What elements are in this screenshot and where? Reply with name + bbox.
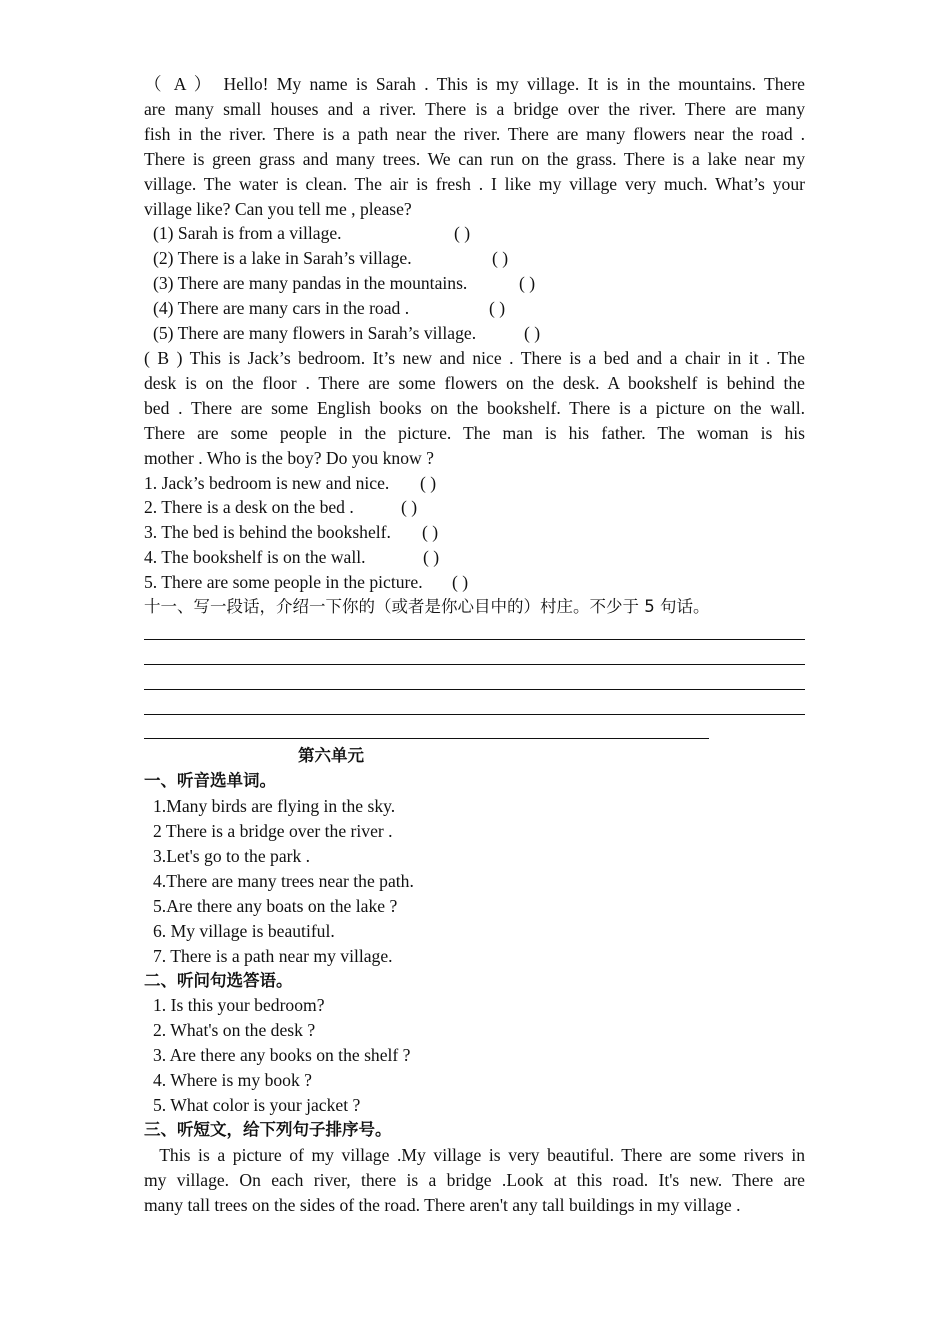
reading-a-passage xyxy=(144,72,805,221)
answer-blank[interactable]: ( ) xyxy=(452,572,469,593)
section-heading: 三、听短文，给下列句子排序号。 xyxy=(144,1119,392,1139)
question-text: 1. Jack’s bedroom is new and nice. xyxy=(144,472,390,493)
answer-blank[interactable]: ( ) xyxy=(519,273,536,294)
question-item xyxy=(144,545,805,570)
reading-b-questions xyxy=(144,471,805,596)
question-text: (5) There are many flowers in Sarah’s village. xyxy=(153,323,477,344)
question-item xyxy=(144,246,805,271)
list-item: 5.Are there any boats on the lake ? xyxy=(153,895,398,916)
list-item: 3. Are there any books on the shelf ? xyxy=(153,1045,411,1066)
question-item xyxy=(144,296,805,321)
answer-blank[interactable]: ( ) xyxy=(423,547,440,568)
question-item xyxy=(144,570,805,595)
passage-line: fish in the river. There is a path near the river. There are many flowers near the road . xyxy=(144,123,805,144)
list-item: 1. Is this your bedroom? xyxy=(153,995,325,1016)
answer-blank[interactable]: ( ) xyxy=(401,497,418,518)
answer-blank[interactable]: ( ) xyxy=(454,223,471,244)
passage-line: many tall trees on the sides of the road. There aren't any tall buildings in my village . xyxy=(144,1194,741,1215)
section-heading: 二、听问句选答语。 xyxy=(144,970,293,990)
answer-blank[interactable]: ( ) xyxy=(420,472,437,493)
listening-passage xyxy=(144,1143,805,1218)
list-item: 7. There is a path near my village. xyxy=(153,945,393,966)
question-text: 3. The bed is behind the bookshelf. xyxy=(144,522,391,543)
question-text: 4. The bookshelf is on the wall. xyxy=(144,547,366,568)
worksheet-page xyxy=(144,72,805,1218)
question-item xyxy=(144,321,805,346)
passage-line: mother . Who is the boy? Do you know ? xyxy=(144,447,434,468)
list-item: 2 There is a bridge over the river . xyxy=(153,821,393,842)
list-item: 6. My village is beautiful. xyxy=(153,920,335,941)
passage-line: ( B ) This is Jack’s bedroom. It’s new and nice . There is a bed and a chair in it . The xyxy=(144,347,805,368)
question-text: (2) There is a lake in Sarah’s village. xyxy=(153,248,412,269)
unit-title: 第六单元 xyxy=(298,746,364,766)
list-item: 4. Where is my book ? xyxy=(153,1070,312,1091)
passage-line: bed . There are some English books on the bookshelf. There is a picture on the wall. xyxy=(144,397,805,418)
reading-a-questions xyxy=(144,221,805,346)
answer-blank[interactable]: ( ) xyxy=(492,248,509,269)
passage-line: There is green grass and many trees. We can run on the grass. There is a lake near my xyxy=(144,148,805,169)
question-item xyxy=(144,495,805,520)
passage-line: village. The water is clean. The air is fresh . I like my village very much. What’s your xyxy=(144,173,805,194)
writing-prompt: 十一、写一段话，介绍一下你的（或者是你心目中的）村庄。不少于 5 句话。 xyxy=(144,597,710,617)
passage-line: my village. On each river, there is a bridge .Look at this road. It's new. There are xyxy=(144,1169,805,1190)
question-text: (3) There are many pandas in the mountains. xyxy=(153,273,468,294)
list-item: 4.There are many trees near the path. xyxy=(153,870,414,891)
question-text: (4) There are many cars in the road . xyxy=(153,298,410,319)
passage-line: （ A ） Hello! My name is Sarah . This is my village. It is in the mountains. There xyxy=(144,74,805,94)
listening-question-list xyxy=(144,993,805,1118)
list-item: 2. What's on the desk ? xyxy=(153,1020,316,1041)
question-item xyxy=(144,520,805,545)
passage-line: are many small houses and a river. There is a bridge over the river. There are many xyxy=(144,98,805,119)
reading-b-passage xyxy=(144,346,805,471)
answer-blank[interactable]: ( ) xyxy=(524,323,541,344)
writing-line[interactable] xyxy=(144,620,805,645)
passage-line: desk is on the floor . There are some flowers on the desk. A bookshelf is behind the xyxy=(144,372,805,393)
list-item: 1.Many birds are flying in the sky. xyxy=(153,796,396,817)
answer-blank[interactable]: ( ) xyxy=(422,522,439,543)
writing-line[interactable] xyxy=(144,695,805,720)
section-heading: 一、听音选单词。 xyxy=(144,771,276,791)
list-item: 3.Let's go to the park . xyxy=(153,846,311,867)
listening-word-list xyxy=(144,794,805,968)
passage-line: There are some people in the picture. The man is his father. The woman is his xyxy=(144,422,805,443)
list-item: 5. What color is your jacket ? xyxy=(153,1095,361,1116)
passage-line: village like? Can you tell me , please? xyxy=(144,198,412,219)
question-item xyxy=(144,271,805,296)
passage-line: This is a picture of my village .My village is very beautiful. There are some rivers in xyxy=(144,1144,806,1165)
question-item xyxy=(144,221,805,246)
writing-line[interactable] xyxy=(144,670,805,695)
question-item xyxy=(144,471,805,496)
writing-line[interactable] xyxy=(144,720,805,745)
question-text: 2. There is a desk on the bed . xyxy=(144,497,354,518)
writing-area[interactable] xyxy=(144,620,805,744)
question-text: 5. There are some people in the picture. xyxy=(144,572,423,593)
answer-blank[interactable]: ( ) xyxy=(489,298,506,319)
writing-line[interactable] xyxy=(144,645,805,670)
question-text: (1) Sarah is from a village. xyxy=(153,223,342,244)
